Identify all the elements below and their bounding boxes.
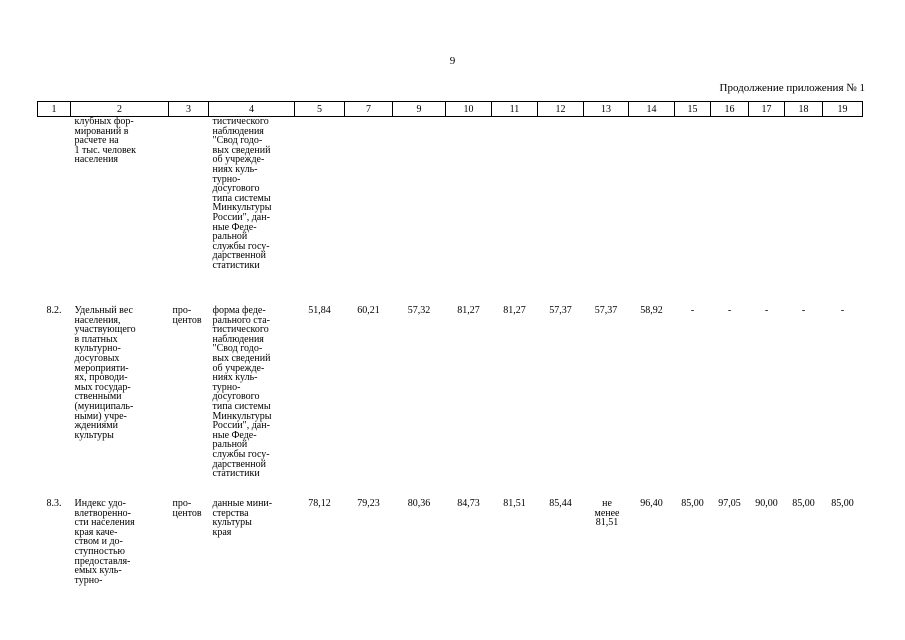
table-row	[38, 494, 863, 585]
header-cell: 12	[538, 102, 584, 117]
data-source: форма феде- рального ста- тистического наблюдения "Свод годо- вых сведений об учрежде- ниях куль- турно- досугового типа системы Минкультуры России", дан- ные Феде- ральной службы госу- дарственной статистики	[212, 305, 272, 480]
row-number	[38, 117, 71, 293]
value-cell	[823, 117, 863, 293]
header-cell: 7	[345, 102, 393, 117]
indicators-table	[37, 101, 863, 585]
header-cell: 5	[295, 102, 345, 117]
header-cell: 4	[209, 102, 295, 117]
header-cell: 17	[749, 102, 785, 117]
page-number: 9	[449, 55, 456, 67]
row-number: 8.3.	[46, 498, 62, 509]
value-cell: 57,37	[594, 305, 618, 316]
value-cell: 84,73	[457, 498, 480, 509]
value-cell: 85,00	[831, 498, 854, 509]
value-cell: 58,92	[640, 305, 663, 316]
value-cell: 85,44	[549, 498, 572, 509]
header-cell: 3	[169, 102, 209, 117]
value-cell	[675, 117, 711, 293]
value-cell	[295, 117, 345, 293]
continuation-title: Продолжение приложения № 1	[719, 82, 865, 94]
value-cell: 79,23	[357, 498, 380, 509]
table-row	[38, 117, 863, 293]
column-number-header	[38, 102, 863, 117]
value-cell: 81,27	[457, 305, 480, 316]
value-cell: 85,00	[681, 498, 704, 509]
value-cell: 97,05	[718, 498, 741, 509]
value-cell	[446, 117, 492, 293]
value-cell: 96,40	[640, 498, 663, 509]
indicator-name: Удельный вес населения, участвующего в платных культурно- досуговых мероприяти- ях, проводи- мых государ- ственными (муниципаль- ными) учре- ждениями культуры	[74, 305, 136, 441]
value-cell: 81,51	[503, 498, 526, 509]
value-cell: 81,27	[503, 305, 526, 316]
header-cell: 16	[711, 102, 749, 117]
table-row	[38, 292, 863, 494]
header-cell: 10	[446, 102, 492, 117]
value-cell: -	[727, 305, 732, 316]
unit: про- центов	[172, 305, 202, 326]
value-cell: -	[690, 305, 695, 316]
value-cell	[393, 117, 446, 293]
row-number: 8.2.	[46, 305, 62, 316]
value-cell: 57,32	[407, 305, 431, 316]
value-cell	[492, 117, 538, 293]
value-cell	[584, 117, 629, 293]
header-cell: 13	[584, 102, 629, 117]
value-cell: -	[840, 305, 845, 316]
header-cell: 11	[492, 102, 538, 117]
value-cell: 90,00	[755, 498, 778, 509]
indicator-name: клубных фор- мирований в расчете на 1 тыс. человек населения	[74, 116, 136, 166]
unit: про- центов	[172, 498, 202, 519]
value-cell: 57,37	[549, 305, 572, 316]
value-cell: 51,84	[308, 305, 331, 316]
value-cell	[785, 117, 823, 293]
value-cell	[711, 117, 749, 293]
header-cell: 19	[823, 102, 863, 117]
value-cell: -	[764, 305, 769, 316]
value-cell: 85,00	[792, 498, 815, 509]
value-cell	[538, 117, 584, 293]
value-cell	[629, 117, 675, 293]
unit	[169, 117, 209, 293]
header-cell: 15	[675, 102, 711, 117]
value-cell: не менее 81,51	[594, 498, 620, 529]
value-cell: 78,12	[308, 498, 331, 509]
header-cell: 18	[785, 102, 823, 117]
data-source: данные мини- стерства культуры края	[212, 498, 273, 538]
value-cell	[345, 117, 393, 293]
value-cell: -	[801, 305, 806, 316]
data-source: тистического наблюдения "Свод годо- вых сведений об учрежде- ниях куль- турно- досугового типа системы Минкультуры России", дан- ные Феде- ральной службы госу- дарственной статистики	[212, 116, 272, 271]
header-cell: 2	[71, 102, 169, 117]
header-cell: 14	[629, 102, 675, 117]
header-cell: 1	[38, 102, 71, 117]
value-cell: 60,21	[357, 305, 380, 316]
indicator-name: Индекс удо- влетворенно- сти населения края каче- ством и до- ступностью предоставля- емых куль- турно-	[74, 498, 135, 586]
value-cell	[749, 117, 785, 293]
value-cell: 80,36	[407, 498, 431, 509]
header-cell: 9	[393, 102, 446, 117]
